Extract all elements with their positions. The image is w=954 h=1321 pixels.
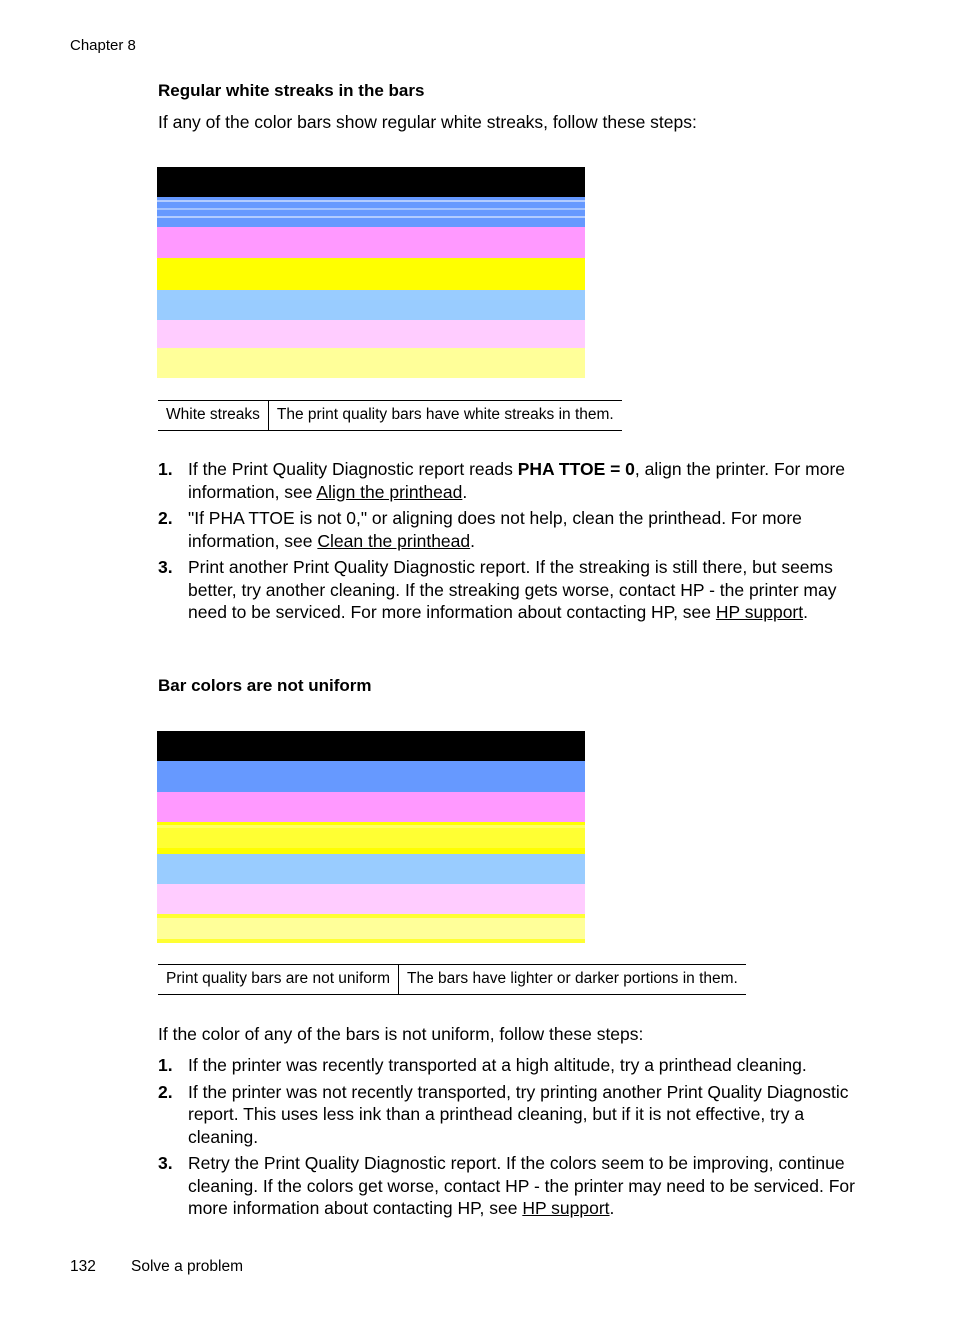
hp-support-link[interactable]: HP support bbox=[522, 1198, 610, 1218]
caption-description: The bars have lighter or darker portions in them. bbox=[399, 965, 746, 995]
bar-black bbox=[157, 731, 585, 761]
step-text: . bbox=[470, 530, 475, 551]
caption-label: Print quality bars are not uniform bbox=[158, 965, 399, 995]
step-number: 1. bbox=[158, 1055, 173, 1075]
caption-table-not-uniform bbox=[158, 964, 746, 995]
bar-magenta bbox=[157, 792, 585, 822]
bar-yellow-uneven bbox=[157, 822, 585, 854]
align-printhead-link[interactable]: Align the printhead bbox=[316, 481, 463, 502]
step-text: If the printer was recently transported at a high altitude, try a printhead cleaning. bbox=[188, 1055, 807, 1075]
hp-support-link[interactable]: HP support bbox=[715, 602, 804, 622]
figure-not-uniform-bars bbox=[157, 731, 585, 943]
bar-yellow bbox=[157, 258, 585, 290]
page-number: 132 bbox=[70, 1258, 96, 1275]
step-number: 3. bbox=[158, 1153, 173, 1173]
bar-light-blue bbox=[157, 290, 585, 320]
list-item bbox=[158, 1054, 870, 1077]
list-item bbox=[158, 1081, 870, 1149]
clean-printhead-link[interactable]: Clean the printhead bbox=[317, 530, 471, 551]
step-text: If the printer was not recently transported, try printing another Print Quality Diagnostic report. This uses less ink than a printhead cleaning, but if it is not effective, try a cleaning. bbox=[188, 1081, 849, 1147]
bar-light-magenta bbox=[157, 320, 585, 348]
step-text: "If PHA TTOE is not 0," or aligning does not help, clean the printhead. For more information, see bbox=[188, 508, 802, 551]
step-number: 2. bbox=[158, 1081, 173, 1102]
step-text: , align the printer. For more information, see bbox=[188, 459, 846, 502]
bar-light-yellow-uneven bbox=[157, 914, 585, 943]
figure-white-streaks-bars bbox=[157, 167, 585, 378]
list-item bbox=[158, 458, 870, 503]
caption-description: The print quality bars have white streaks in them. bbox=[268, 401, 621, 431]
bar-light-magenta bbox=[157, 884, 585, 914]
section-intro-white-streaks: If any of the color bars show regular white streaks, follow these steps: bbox=[158, 112, 697, 132]
step-number: 2. bbox=[158, 508, 173, 528]
step-text: Retry the Print Quality Diagnostic report. If the colors seem to be improving, continue cleaning. If the colors get worse, contact HP - the printer may need to be serviced. For more information about contacting HP, see bbox=[188, 1153, 855, 1218]
bar-magenta bbox=[157, 227, 585, 258]
list-item bbox=[158, 1152, 870, 1220]
caption-label: White streaks bbox=[158, 401, 268, 431]
section-intro-not-uniform: If the color of any of the bars is not uniform, follow these steps: bbox=[158, 1024, 644, 1044]
list-item bbox=[158, 507, 870, 552]
bar-light-blue bbox=[157, 854, 585, 884]
steps-list-white-streaks bbox=[158, 458, 870, 628]
step-text: Print another Print Quality Diagnostic report. If the streaking is still there, but seems better, try another cleaning. If the streaking gets worse, contact HP - the printer may need to be serviced. For more information about contacting HP, see bbox=[188, 557, 837, 622]
step-number: 3. bbox=[158, 557, 173, 577]
steps-list-not-uniform bbox=[158, 1054, 870, 1224]
chapter-label: Chapter 8 bbox=[70, 37, 136, 54]
bar-blue bbox=[157, 761, 585, 792]
caption-table-white-streaks bbox=[158, 400, 622, 431]
list-item bbox=[158, 556, 870, 624]
step-text: If the Print Quality Diagnostic report reads bbox=[188, 459, 518, 479]
bar-blue bbox=[157, 197, 585, 227]
bar-light-yellow bbox=[157, 348, 585, 378]
step-text: . bbox=[462, 481, 468, 502]
footer-section-title: Solve a problem bbox=[131, 1258, 244, 1275]
step-text: . bbox=[609, 1198, 615, 1218]
step-bold-code: PHA TTOE = 0 bbox=[517, 459, 635, 479]
step-number: 1. bbox=[158, 459, 173, 479]
section-heading-white-streaks: Regular white streaks in the bars bbox=[158, 81, 425, 100]
step-text: . bbox=[803, 602, 808, 622]
section-heading-not-uniform: Bar colors are not uniform bbox=[158, 676, 372, 695]
bar-black bbox=[157, 167, 585, 197]
